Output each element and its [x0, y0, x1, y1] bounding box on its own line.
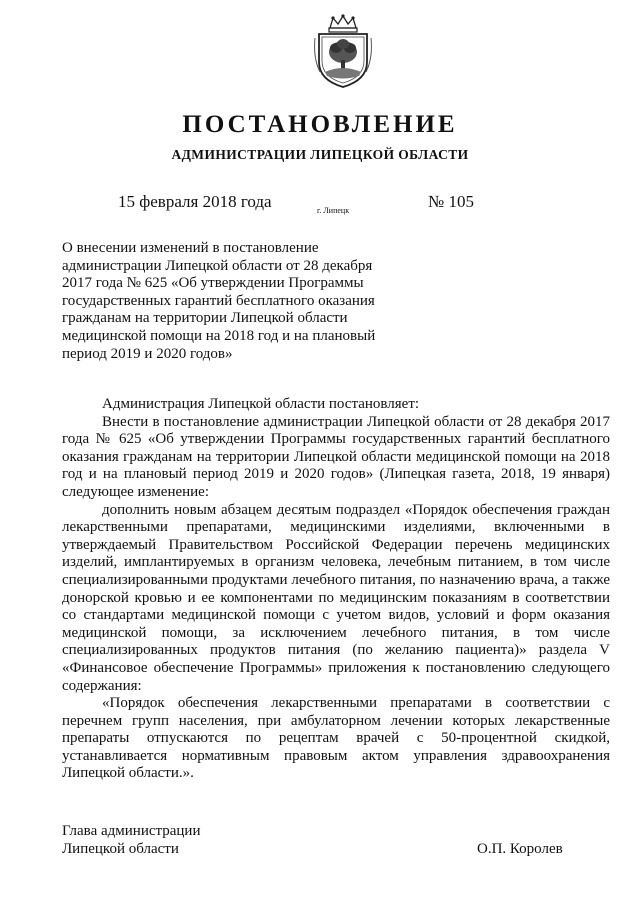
document-title: ПОСТАНОВЛЕНИЕ: [182, 111, 458, 138]
subject-line: государственных гарантий бесплатного оказания: [62, 292, 375, 309]
document-date: 15 февраля 2018 года: [118, 192, 272, 211]
document-subject: [62, 240, 402, 363]
body-paragraph-amendment: Внести в постановление администрации Липецкой области от 28 декабря 2017 года № 625 «Об утверждении Программы государственных гарантий бесплатного оказания гражданам на территории Липецкой области медицинской помощи на 2018 год и на плановый период 2019 и 2020 годов» (Липецкая газета, 2018, 19 января) следующее изменение:: [62, 413, 610, 500]
document-number: № 105: [428, 192, 474, 211]
body-paragraph-resolution: Администрация Липецкой области постановляет:: [102, 396, 420, 412]
signatory-position: [62, 822, 200, 858]
signatory-position-line: Липецкой области: [62, 841, 179, 857]
signatory-name: О.П. Королев: [477, 841, 563, 857]
body-paragraph-quote: «Порядок обеспечения лекарственными препаратами в соответствии с перечнем групп населения, при амбулаторном лечении которых лекарственные препараты отпускаются по рецептам врачей с 50-процентной скидкой, устанавливается нормативным правовым актом управления здравоохранения Липецкой области.».: [62, 695, 610, 782]
subject-line: медицинской помощи на 2018 год и на плановый: [62, 327, 376, 344]
body-paragraph-addition: дополнить новым абзацем десятым подраздел «Порядок обеспечения граждан лекарственными препаратами, медицинскими изделиями, включенными в утверждаемый Правительством Российской Федерации перечень медицинских изделий, имплантируемых в организм человека, лечебным питанием, в том числе специализированными продуктами лечебного питания, по назначению врача, а также донорской кровью и ее компонентами по медицинским показаниям в соответствии со стандартами медицинской помощи с учетом видов, условий и форм оказания медицинской помощи, за исключением лечебного питания, в том числе специализированных продуктов питания (по желанию пациента)» раздела V «Финансовое обеспечение Программы» приложения к постановлению следующего содержания:: [62, 501, 610, 694]
subject-line: администрации Липецкой области от 28 декабря: [62, 257, 373, 274]
coat-of-arms-emblem-icon: [312, 14, 374, 90]
subject-line: О внесении изменений в постановление: [62, 240, 319, 256]
subject-line: гражданам на территории Липецкой области: [62, 310, 348, 327]
document-subtitle: АДМИНИСТРАЦИИ ЛИПЕЦКОЙ ОБЛАСТИ: [171, 147, 469, 162]
subject-line: период 2019 и 2020 годов»: [62, 345, 233, 362]
document-body: [62, 396, 610, 783]
document-city: г. Липецк: [317, 206, 350, 215]
signatory-position-line: Глава администрации: [62, 823, 201, 839]
subject-line: 2017 года № 625 «Об утверждении Программы: [62, 275, 364, 292]
